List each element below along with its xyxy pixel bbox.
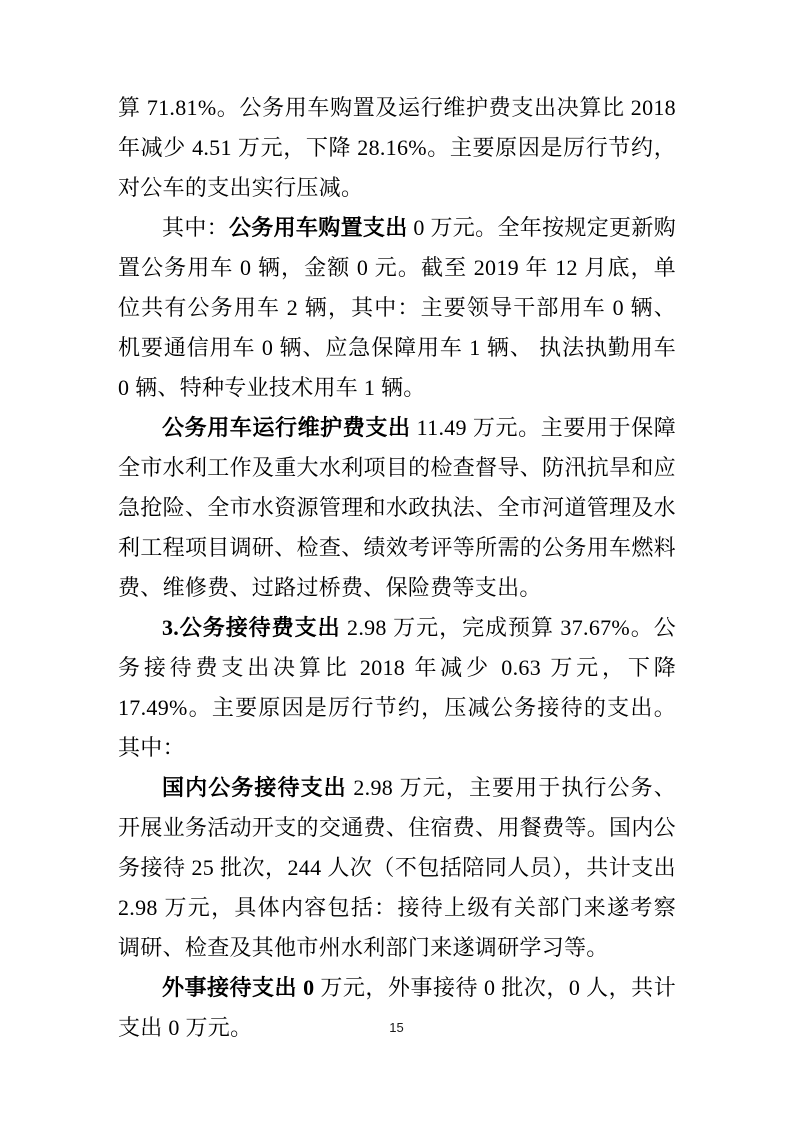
paragraph-official-reception-expense	[118, 608, 676, 768]
bold-run-vehicle-maintenance-label: 公务用车运行维护费支出	[162, 415, 411, 440]
paragraph-vehicle-purchase-expense	[118, 208, 676, 408]
paragraph-foreign-reception-expense	[118, 968, 676, 1048]
document-body	[118, 88, 676, 1048]
bold-run-reception-expense-label: 3.公务接待费支出	[162, 615, 341, 640]
text-run: 算 71.81%。公务用车购置及运行维护费支出决算比 2018 年减少 4.51 万元，下降 28.16%。主要原因是厉行节约，对公车的支出实行压减。	[118, 95, 676, 200]
paragraph-vehicle-maintenance-expense	[118, 408, 676, 608]
bold-run-domestic-reception-label: 国内公务接待支出	[162, 775, 347, 800]
text-run: 2.98 万元，主要用于执行公务、开展业务活动开支的交通费、住宿费、用餐费等。国内公务接待 25 批次，244 人次（不包括陪同人员），共计支出 2.98 万元，具体内容包括：接待上级有关部门来遂考察调研、检查及其他市州水利部门来遂调研学习等。	[118, 775, 676, 960]
bold-run-vehicle-purchase-label: 公务用车购置支出	[228, 215, 408, 240]
page-number: 15	[389, 1020, 404, 1035]
bold-run-foreign-reception-label: 外事接待支出 0	[162, 975, 315, 1000]
paragraph-vehicle-expense-summary	[118, 88, 676, 208]
paragraph-domestic-reception-expense	[118, 768, 676, 968]
text-run: 2.98 万元，完成预算 37.67%。公务接待费支出决算比 2018 年减少 0.63 万元，下降 17.49%。主要原因是厉行节约，压减公务接待的支出。其中：	[118, 615, 676, 760]
text-run: 0 万元。全年按规定更新购置公务用车 0 辆，金额 0 元。截至 2019 年 12 月底，单位共有公务用车 2 辆，其中：主要领导干部用车 0 辆、机要通信用车 0 辆、应急保障用车 1 辆、 执法执勤用车 0 辆、特种专业技术用车 1 辆。	[118, 215, 677, 400]
text-run: 11.49 万元。主要用于保障全市水利工作及重大水利项目的检查督导、防汛抗旱和应急抢险、全市水资源管理和水政执法、全市河道管理及水利工程项目调研、检查、绩效考评等所需的公务用车燃料费、维修费、过路过桥费、保险费等支出。	[118, 415, 677, 600]
text-run: 万元，外事接待 0 批次，0 人，共计支出 0 万元。	[118, 975, 676, 1040]
text-run: 其中：	[162, 215, 229, 240]
